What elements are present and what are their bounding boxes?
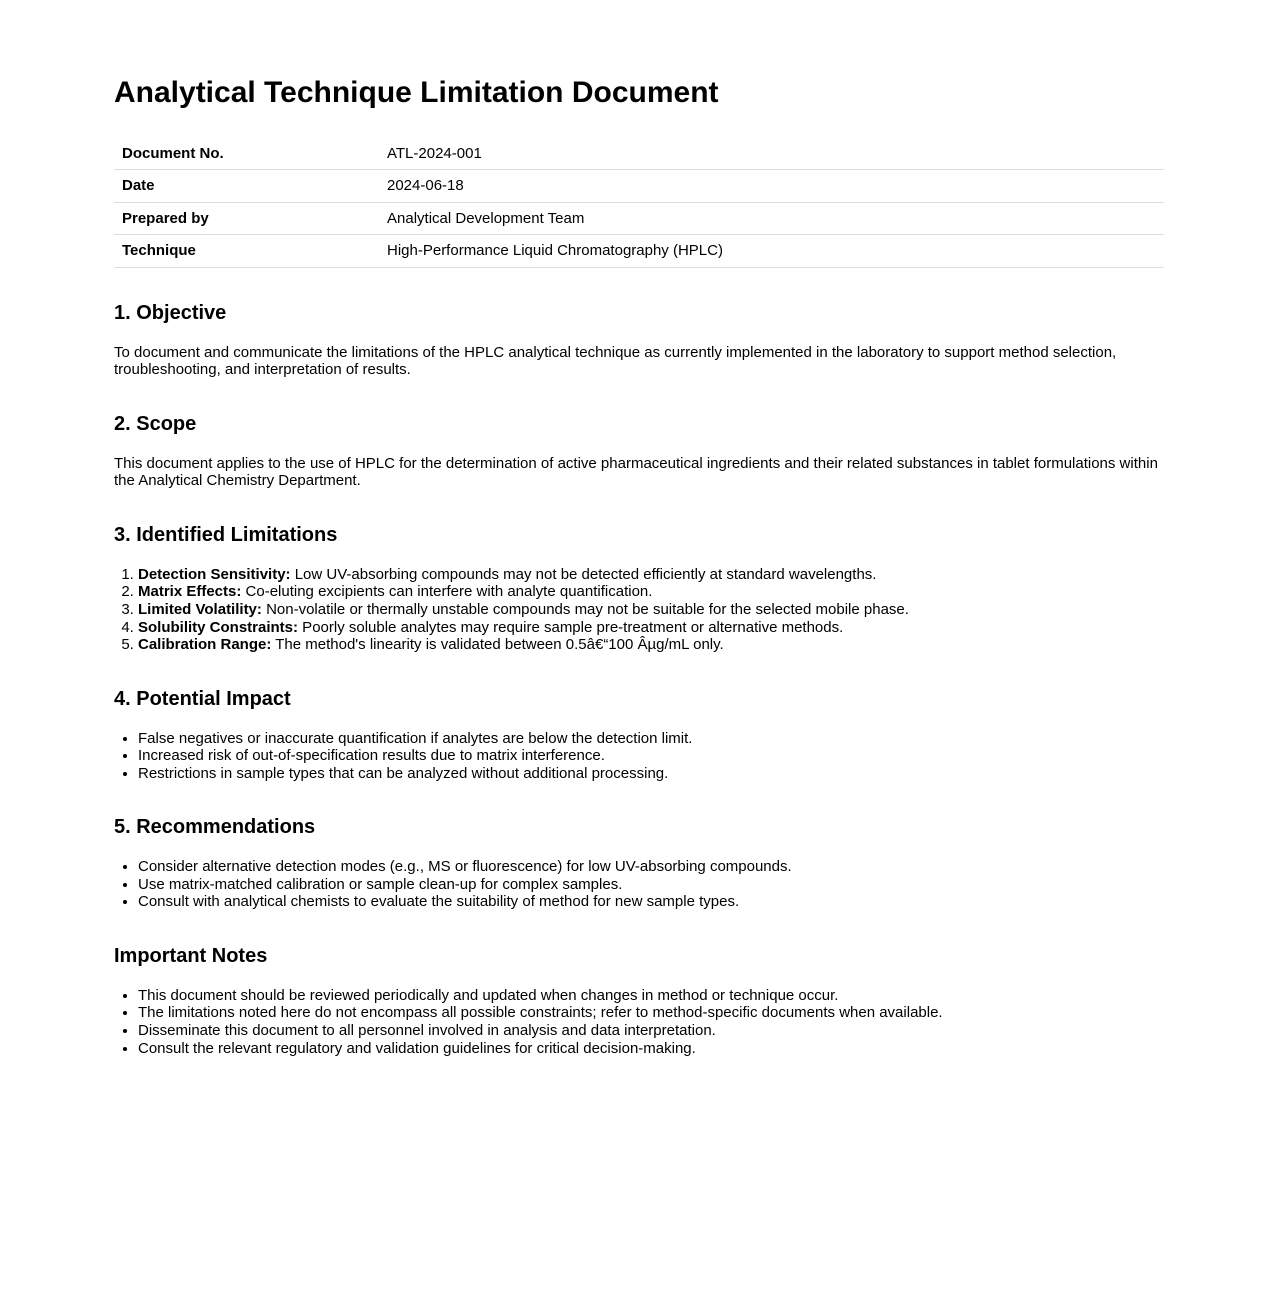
list-item: • Consult the relevant regulatory and validation guidelines for critical decision-making. [138, 1040, 1164, 1058]
section-important-notes [114, 945, 1164, 1057]
metadata-table [114, 138, 1164, 268]
section-potential-impact [114, 688, 1164, 783]
list-item [138, 636, 1164, 654]
meta-row-date [114, 170, 1164, 203]
section-scope-heading: 2. Scope [114, 412, 197, 435]
list-item: • Use matrix-matched calibration or sample clean-up for complex samples. [138, 876, 1164, 894]
section-objective-paragraph: To document and communicate the limitations of the HPLC analytical technique as currently implemented in the laboratory to support method selection, troubleshooting, and interpretation of results. [114, 343, 1117, 379]
meta-label-prepared-by: Prepared by [114, 202, 379, 235]
limitation-description: Low UV-absorbing compounds may not be detected efficiently at standard wavelengths. [290, 565, 877, 583]
limitation-term: Matrix Effects: [138, 583, 242, 601]
document-page [114, 0, 1164, 1057]
list-item: • The limitations noted here do not encompass all possible constraints; refer to method-specific documents when available. [138, 1004, 1164, 1022]
recommendations-list [114, 858, 1164, 911]
list-item [138, 619, 1164, 637]
section-identified-limitations [114, 524, 1164, 654]
limitations-list [114, 566, 1164, 654]
meta-value-document-no: ATL-2024-001 [379, 138, 1164, 170]
meta-label-technique: Technique [114, 235, 379, 268]
section-impact-heading: 4. Potential Impact [114, 687, 291, 710]
section-notes-heading: Important Notes [114, 944, 268, 967]
meta-label-date: Date [114, 170, 379, 203]
limitation-term: Limited Volatility: [138, 600, 262, 618]
list-item [138, 583, 1164, 601]
list-item: • Increased risk of out-of-specification results due to matrix interference. [138, 747, 1164, 765]
document-title: Analytical Technique Limitation Document [114, 76, 719, 109]
limitation-term: Calibration Range: [138, 636, 272, 654]
section-limitations-heading: 3. Identified Limitations [114, 523, 338, 546]
meta-value-technique: High-Performance Liquid Chromatography (HPLC) [379, 235, 1164, 268]
meta-row-prepared-by [114, 202, 1164, 235]
section-recommendations-heading: 5. Recommendations [114, 816, 316, 839]
list-item: • Consider alternative detection modes (e.g., MS or fluorescence) for low UV-absorbing compounds. [138, 858, 1164, 876]
section-scope [114, 413, 1164, 490]
section-recommendations [114, 816, 1164, 911]
list-item: • This document should be reviewed periodically and updated when changes in method or technique occur. [138, 987, 1164, 1005]
meta-value-prepared-by: Analytical Development Team [379, 202, 1164, 235]
list-item: • Restrictions in sample types that can be analyzed without additional processing. [138, 765, 1164, 783]
list-item [138, 566, 1164, 584]
meta-row-document-no [114, 138, 1164, 170]
impact-list [114, 730, 1164, 783]
limitation-description: The method's linearity is validated between 0.5â€“100 Âµg/mL only. [271, 636, 724, 654]
list-item: • Consult with analytical chemists to evaluate the suitability of method for new sample types. [138, 893, 1164, 911]
meta-label-document-no: Document No. [114, 138, 379, 170]
limitation-term: Solubility Constraints: [138, 618, 299, 636]
section-objective [114, 302, 1164, 379]
section-objective-heading: 1. Objective [114, 301, 227, 324]
list-item: • False negatives or inaccurate quantification if analytes are below the detection limit. [138, 730, 1164, 748]
list-item [138, 601, 1164, 619]
limitation-description: Poorly soluble analytes may require sample pre-treatment or alternative methods. [298, 618, 844, 636]
notes-list [114, 987, 1164, 1057]
list-item: • Disseminate this document to all personnel involved in analysis and data interpretation. [138, 1022, 1164, 1040]
section-scope-paragraph: This document applies to the use of HPLC for the determination of active pharmaceutical ingredients and their related substances in tablet formulations within the Analytical Chemistry Department. [114, 454, 1158, 490]
limitation-description: Co-eluting excipients can interfere with analyte quantification. [241, 583, 653, 601]
limitation-description: Non-volatile or thermally unstable compounds may not be suitable for the selected mobile phase. [261, 600, 909, 618]
meta-value-date: 2024-06-18 [379, 170, 1164, 203]
meta-row-technique [114, 235, 1164, 268]
limitation-term: Detection Sensitivity: [138, 565, 291, 583]
